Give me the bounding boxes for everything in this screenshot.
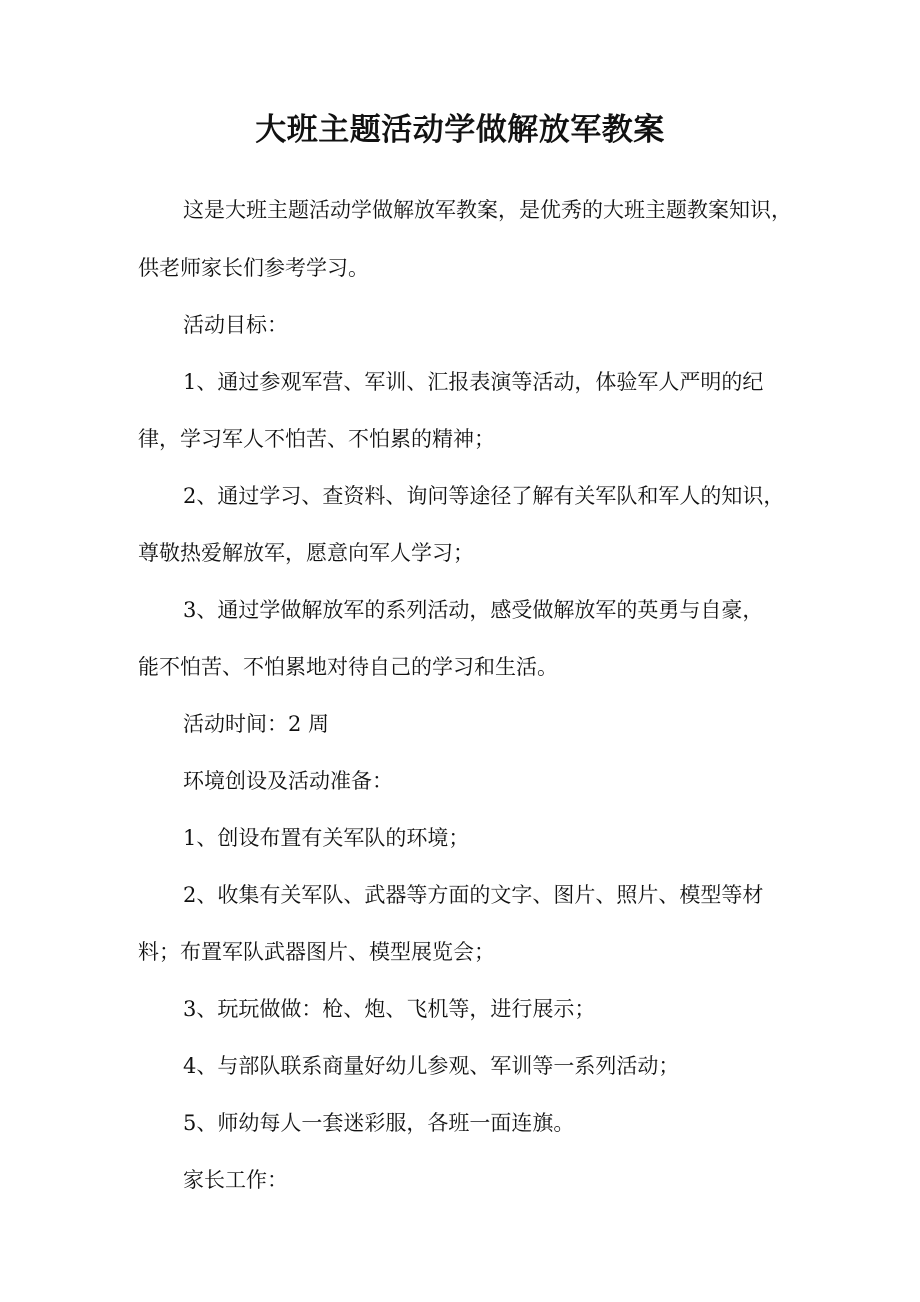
section-heading-parents: 家长工作： bbox=[183, 1168, 288, 1192]
intro-line-1: 这是大班主题活动学做解放军教案，是优秀的大班主题教案知识， bbox=[183, 198, 792, 222]
document-title: 大班主题活动学做解放军教案 bbox=[255, 112, 665, 148]
goal-2-line-2: 尊敬热爱解放军，愿意向军人学习； bbox=[138, 541, 474, 565]
prep-item-2-line-2: 料；布置军队武器图片、模型展览会； bbox=[138, 940, 495, 964]
prep-item-4: 4、与部队联系商量好幼儿参观、军训等一系列活动； bbox=[183, 1054, 680, 1078]
intro-line-2: 供老师家长们参考学习。 bbox=[138, 256, 369, 280]
section-heading-goals: 活动目标： bbox=[183, 313, 288, 337]
goal-3-line-1: 3、通过学做解放军的系列活动，感受做解放军的英勇与自豪， bbox=[183, 598, 764, 622]
goal-1-line-1: 1、通过参观军营、军训、汇报表演等活动，体验军人严明的纪 bbox=[183, 370, 764, 394]
prep-item-3: 3、玩玩做做：枪、炮、飞机等，进行展示； bbox=[183, 997, 596, 1021]
goal-2-line-1: 2、通过学习、查资料、询问等途径了解有关军队和军人的知识， bbox=[183, 484, 785, 508]
prep-item-5: 5、师幼每人一套迷彩服，各班一面连旗。 bbox=[183, 1111, 575, 1135]
section-heading-preparation: 环境创设及活动准备： bbox=[183, 769, 393, 793]
prep-item-1: 1、创设布置有关军队的环境； bbox=[183, 826, 470, 850]
activity-time: 活动时间：2 周 bbox=[183, 712, 330, 736]
prep-item-2-line-1: 2、收集有关军队、武器等方面的文字、图片、照片、模型等材 bbox=[183, 883, 764, 907]
goal-3-line-2: 能不怕苦、不怕累地对待自己的学习和生活。 bbox=[138, 655, 558, 679]
goal-1-line-2: 律，学习军人不怕苦、不怕累的精神； bbox=[138, 427, 495, 451]
